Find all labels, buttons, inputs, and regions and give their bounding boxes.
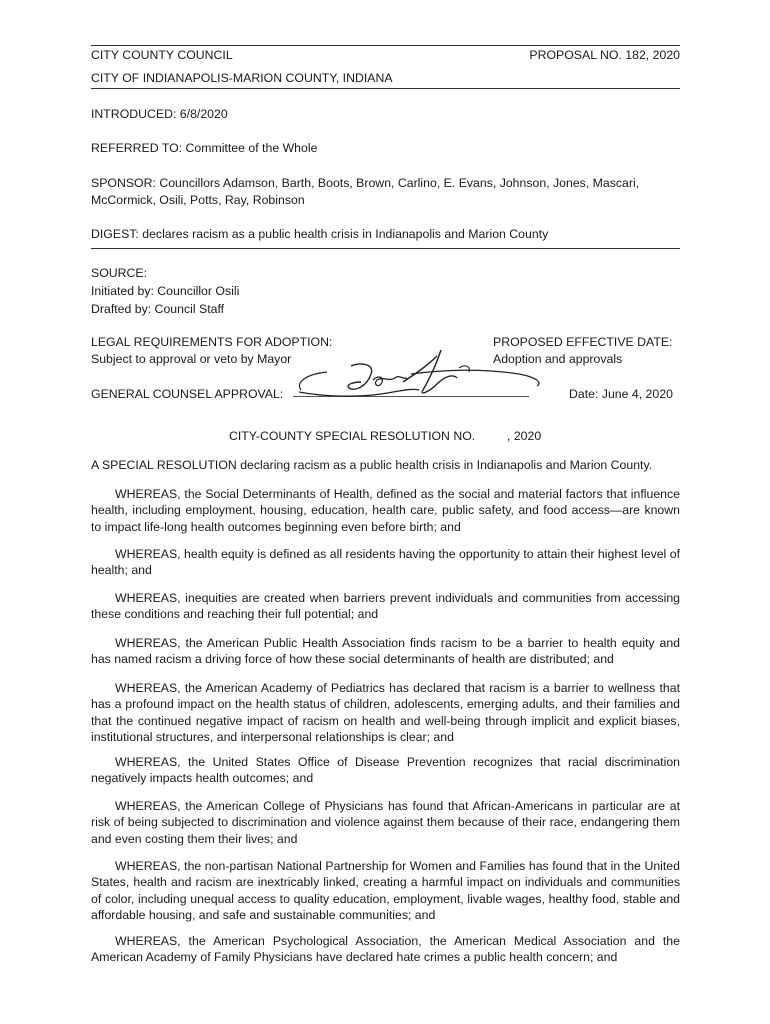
legal-heading: LEGAL REQUIREMENTS FOR ADOPTION: — [91, 335, 333, 349]
legal-value: Subject to approval or veto by Mayor — [91, 352, 292, 366]
effective-heading: PROPOSED EFFECTIVE DATE: — [493, 335, 673, 349]
whereas-clause: WHEREAS, the Social Determinants of Health, defined as the social and material factors that influence health, including employment, housing, education, health care, public safety, and food access—are known to impact life-long health outcomes beginning even before birth; and — [91, 487, 680, 534]
sponsor-line: SPONSOR: Councillors Adamson, Barth, Boots, Brown, Carlino, E. Evans, Johnson, Jones, Mascari, McCormick, Osili, Potts, Ray, Robinson — [91, 176, 640, 207]
whereas-clause: WHEREAS, the American Psychological Association, the American Medical Association and the American Academy of Family Physicians have declared hate crimes a public health concern; and — [91, 934, 680, 965]
whereas-clause: WHEREAS, the non-partisan National Partnership for Women and Families has found that in the United States, health and racism are inextricably linked, creating a harmful impact on individuals and communities of color, including unequal access to quality education, employment, livable wages, healthy food, stable and affordable housing, and safe and sustainable communities; and — [91, 859, 680, 923]
effective-value: Adoption and approvals — [493, 352, 623, 366]
handwritten-signature — [291, 344, 553, 406]
resolution-year: , 2020 — [507, 429, 542, 443]
city-name: CITY OF INDIANAPOLIS-MARION COUNTY, INDIANA — [91, 71, 393, 85]
whereas-clause: WHEREAS, inequities are created when barriers prevent individuals and communities from accessing these conditions and reaching their full potential; and — [91, 591, 680, 622]
resolution-title: CITY-COUNTY SPECIAL RESOLUTION NO. — [229, 429, 476, 443]
whereas-clause: WHEREAS, the American College of Physicians has found that African-Americans in particular are at risk of being subjected to discrimination and violence against them because of their race, endangering them and even costing them their lives; and — [91, 799, 680, 846]
digest-line: DIGEST: declares racism as a public health crisis in Indianapolis and Marion County — [91, 227, 549, 241]
source-initiated: Initiated by: Councillor Osili — [91, 284, 240, 298]
referred-line: REFERRED TO: Committee of the Whole — [91, 141, 318, 155]
header-rule — [91, 88, 680, 89]
whereas-clause: WHEREAS, health equity is defined as all residents having the opportunity to attain their highest level of health; and — [91, 547, 680, 578]
council-name: CITY COUNTY COUNCIL — [91, 48, 233, 62]
whereas-clause: WHEREAS, the American Public Health Association finds racism to be a barrier to health equity and has named racism a driving force of how these social determinants of health are distributed; and — [91, 636, 680, 667]
counsel-label: GENERAL COUNSEL APPROVAL: — [91, 387, 284, 401]
top-rule — [91, 45, 680, 46]
proposal-number: PROPOSAL NO. 182, 2020 — [529, 48, 680, 62]
resolution-intro: A SPECIAL RESOLUTION declaring racism as a public health crisis in Indianapolis and Marion County. — [91, 458, 653, 472]
whereas-clause: WHEREAS, the United States Office of Disease Prevention recognizes that racial discrimination negatively impacts health outcomes; and — [91, 755, 680, 786]
source-drafted: Drafted by: Council Staff — [91, 302, 225, 316]
whereas-clause: WHEREAS, the American Academy of Pediatrics has declared that racism is a barrier to wellness that has a profound impact on the health status of children, adolescents, emerging adults, and their families and that the continued negative impact of racism on health and well-being through implicit and explicit biases, institutional structures, and interpersonal relationships is clear; and — [91, 681, 680, 745]
counsel-date: Date: June 4, 2020 — [569, 387, 673, 401]
source-heading: SOURCE: — [91, 266, 148, 280]
digest-rule — [91, 248, 680, 249]
introduced-line: INTRODUCED: 6/8/2020 — [91, 107, 228, 121]
header-row — [91, 47, 680, 64]
